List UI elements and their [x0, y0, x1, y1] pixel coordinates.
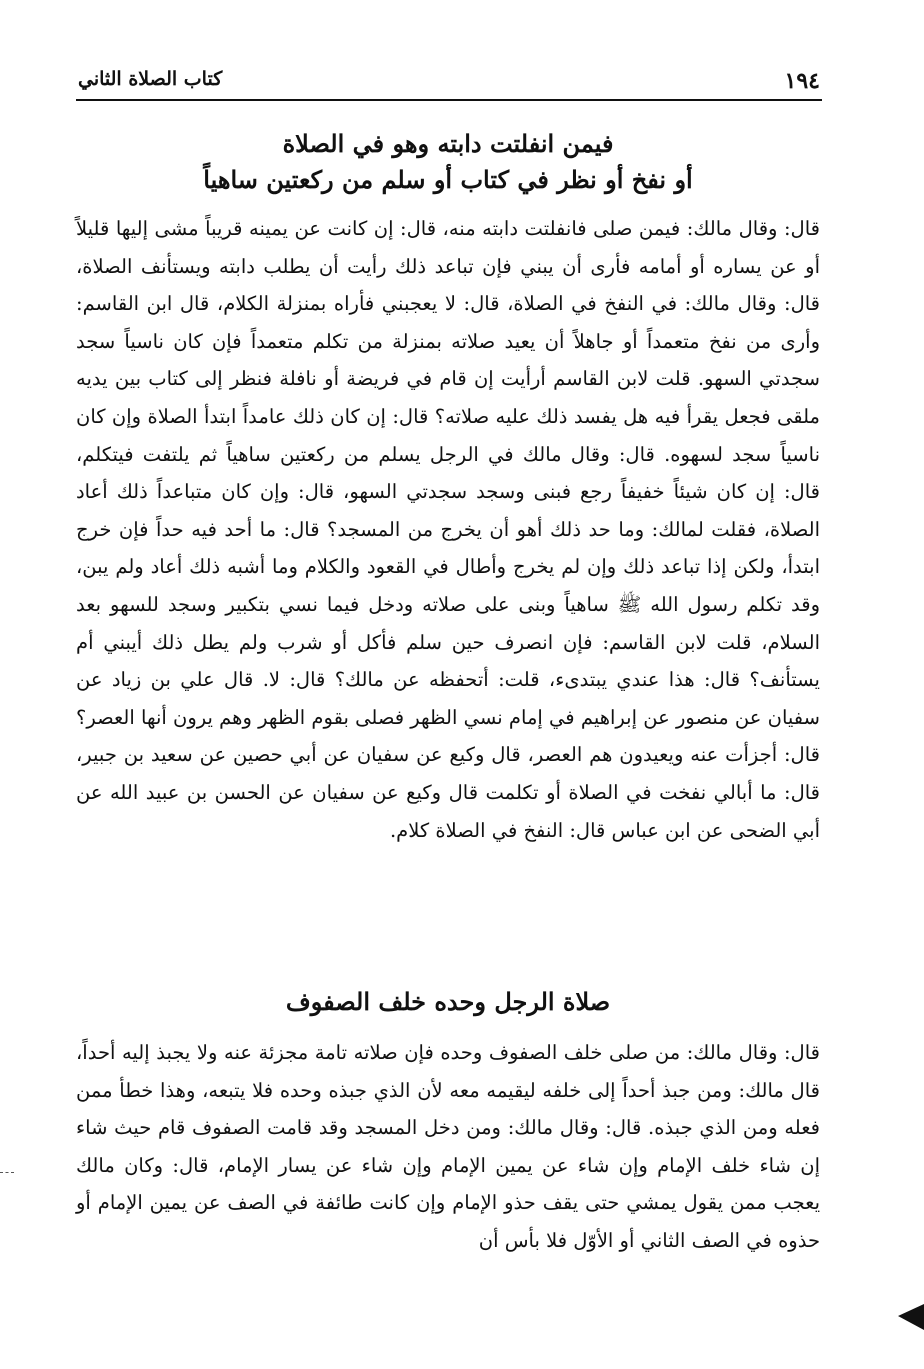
section-praying-alone-behind-rows — [76, 984, 820, 1260]
section-heading-line-1: فيمن انفلتت دابته وهو في الصلاة — [282, 129, 614, 158]
page-number: ١٩٤ — [784, 68, 820, 94]
section-body-text: قال: وقال مالك: فيمن صلى فانفلتت دابته منه، قال: إن كانت عن يمينه قريباً مشى إليها قليلاً أو عن يساره أو أمامه فأرى أن يبني فإن تباعد ذلك رأيت أن يطلب دابته ويستأنف الصلاة، قال: وقال مالك: في النفخ في الصلاة، قال: لا يعجبني فأراه بمنزلة الكلام، قال ابن القاسم: وأرى من نفخ متعمداً أو جاهلاً أن يعيد صلاته بمنزلة من تكلم متعمداً فإن كان ناسياً سجد سجدتي السهو. قلت لابن القاسم أرأيت إن قام في فريضة أو نافلة فنظر إلى كتاب بين يديه ملقى فجعل يقرأ فيه هل يفسد ذلك عليه صلاته؟ قال: إن كان ذلك عامداً ابتدأ الصلاة وإن كان ناسياً سجد لسهوه. قال: وقال مالك في الرجل يسلم من ركعتين ساهياً ثم يلتفت فيتكلم، قال: إن كان شيئاً خفيفاً رجع فبنى وسجد سجدتي السهو، قال: وإن كان متباعداً ذلك أعاد الصلاة، فقلت لمالك: وما حد ذلك أهو أن يخرج من المسجد؟ قال: ما أحد فيه حداً فإن خرج ابتدأ، ولكن إذا تباعد ذلك وإن لم يخرج وأطال في القعود والكلام وما أشبه ذلك أعاد ولم يبن، وقد تكلم رسول الله ﷺ ساهياً وبنى على صلاته ودخل فيما نسي بتكبير وسجد للسهو بعد السلام، قلت لابن القاسم: فإن انصرف حين سلم فأكل أو شرب ولم يطل ذلك أيبني أم يستأنف؟ قال: هذا عندي يبتدىء، قلت: أتحفظه عن مالك؟ قال: لا. قال علي بن زياد عن سفيان عن منصور عن إبراهيم في إمام نسي الظهر فصلى بقوم الظهر وهم يرون أنها العصر؟ قال: أجزأت عنه ويعيدون هم العصر، قال وكيع عن سفيان عن أبي حصين عن سعيد بن جبير، قال: ما أبالي نفخت في الصلاة أو تكلمت قال وكيع عن سفيان عن الحسن بن عبيد الله عن أبي الضحى عن ابن عباس قال: النفخ في الصلاة كلام. — [76, 217, 820, 842]
section-heading: صلاة الرجل وحده خلف الصفوف — [285, 987, 611, 1016]
section-loose-animal — [76, 126, 820, 849]
scan-margin-mark — [0, 1172, 14, 1173]
page-edge-mark — [898, 1304, 924, 1330]
section-body-text: قال: وقال مالك: من صلى خلف الصفوف وحده فإن صلاته تامة مجزئة عنه ولا يجبذ إليه أحداً، قال مالك: ومن جبذ أحداً إلى خلفه ليقيمه معه لأن الذي جبذه وحده فلا يتبعه، وهذا خطأ ممن فعله ومن الذي جبذه. قال: وقال مالك: ومن دخل المسجد وقد قامت الصفوف قام حيث شاء إن شاء خلف الإمام وإن شاء عن يمين الإمام وإن شاء عن يسار الإمام، قال: وكان مالك يعجب ممن يقول يمشي حتى يقف حذو الإمام وإن كانت طائفة في الصف عن يمين الإمام أو حذوه في الصف الثاني أو الأوّل فلا بأس أن — [76, 1041, 820, 1252]
section-heading-line-2: أو نفخ أو نظر في كتاب أو سلم من ركعتين ساهياً — [203, 165, 693, 194]
running-header — [78, 64, 820, 98]
book-title: كتاب الصلاة الثاني — [78, 68, 223, 90]
header-rule — [76, 99, 822, 101]
